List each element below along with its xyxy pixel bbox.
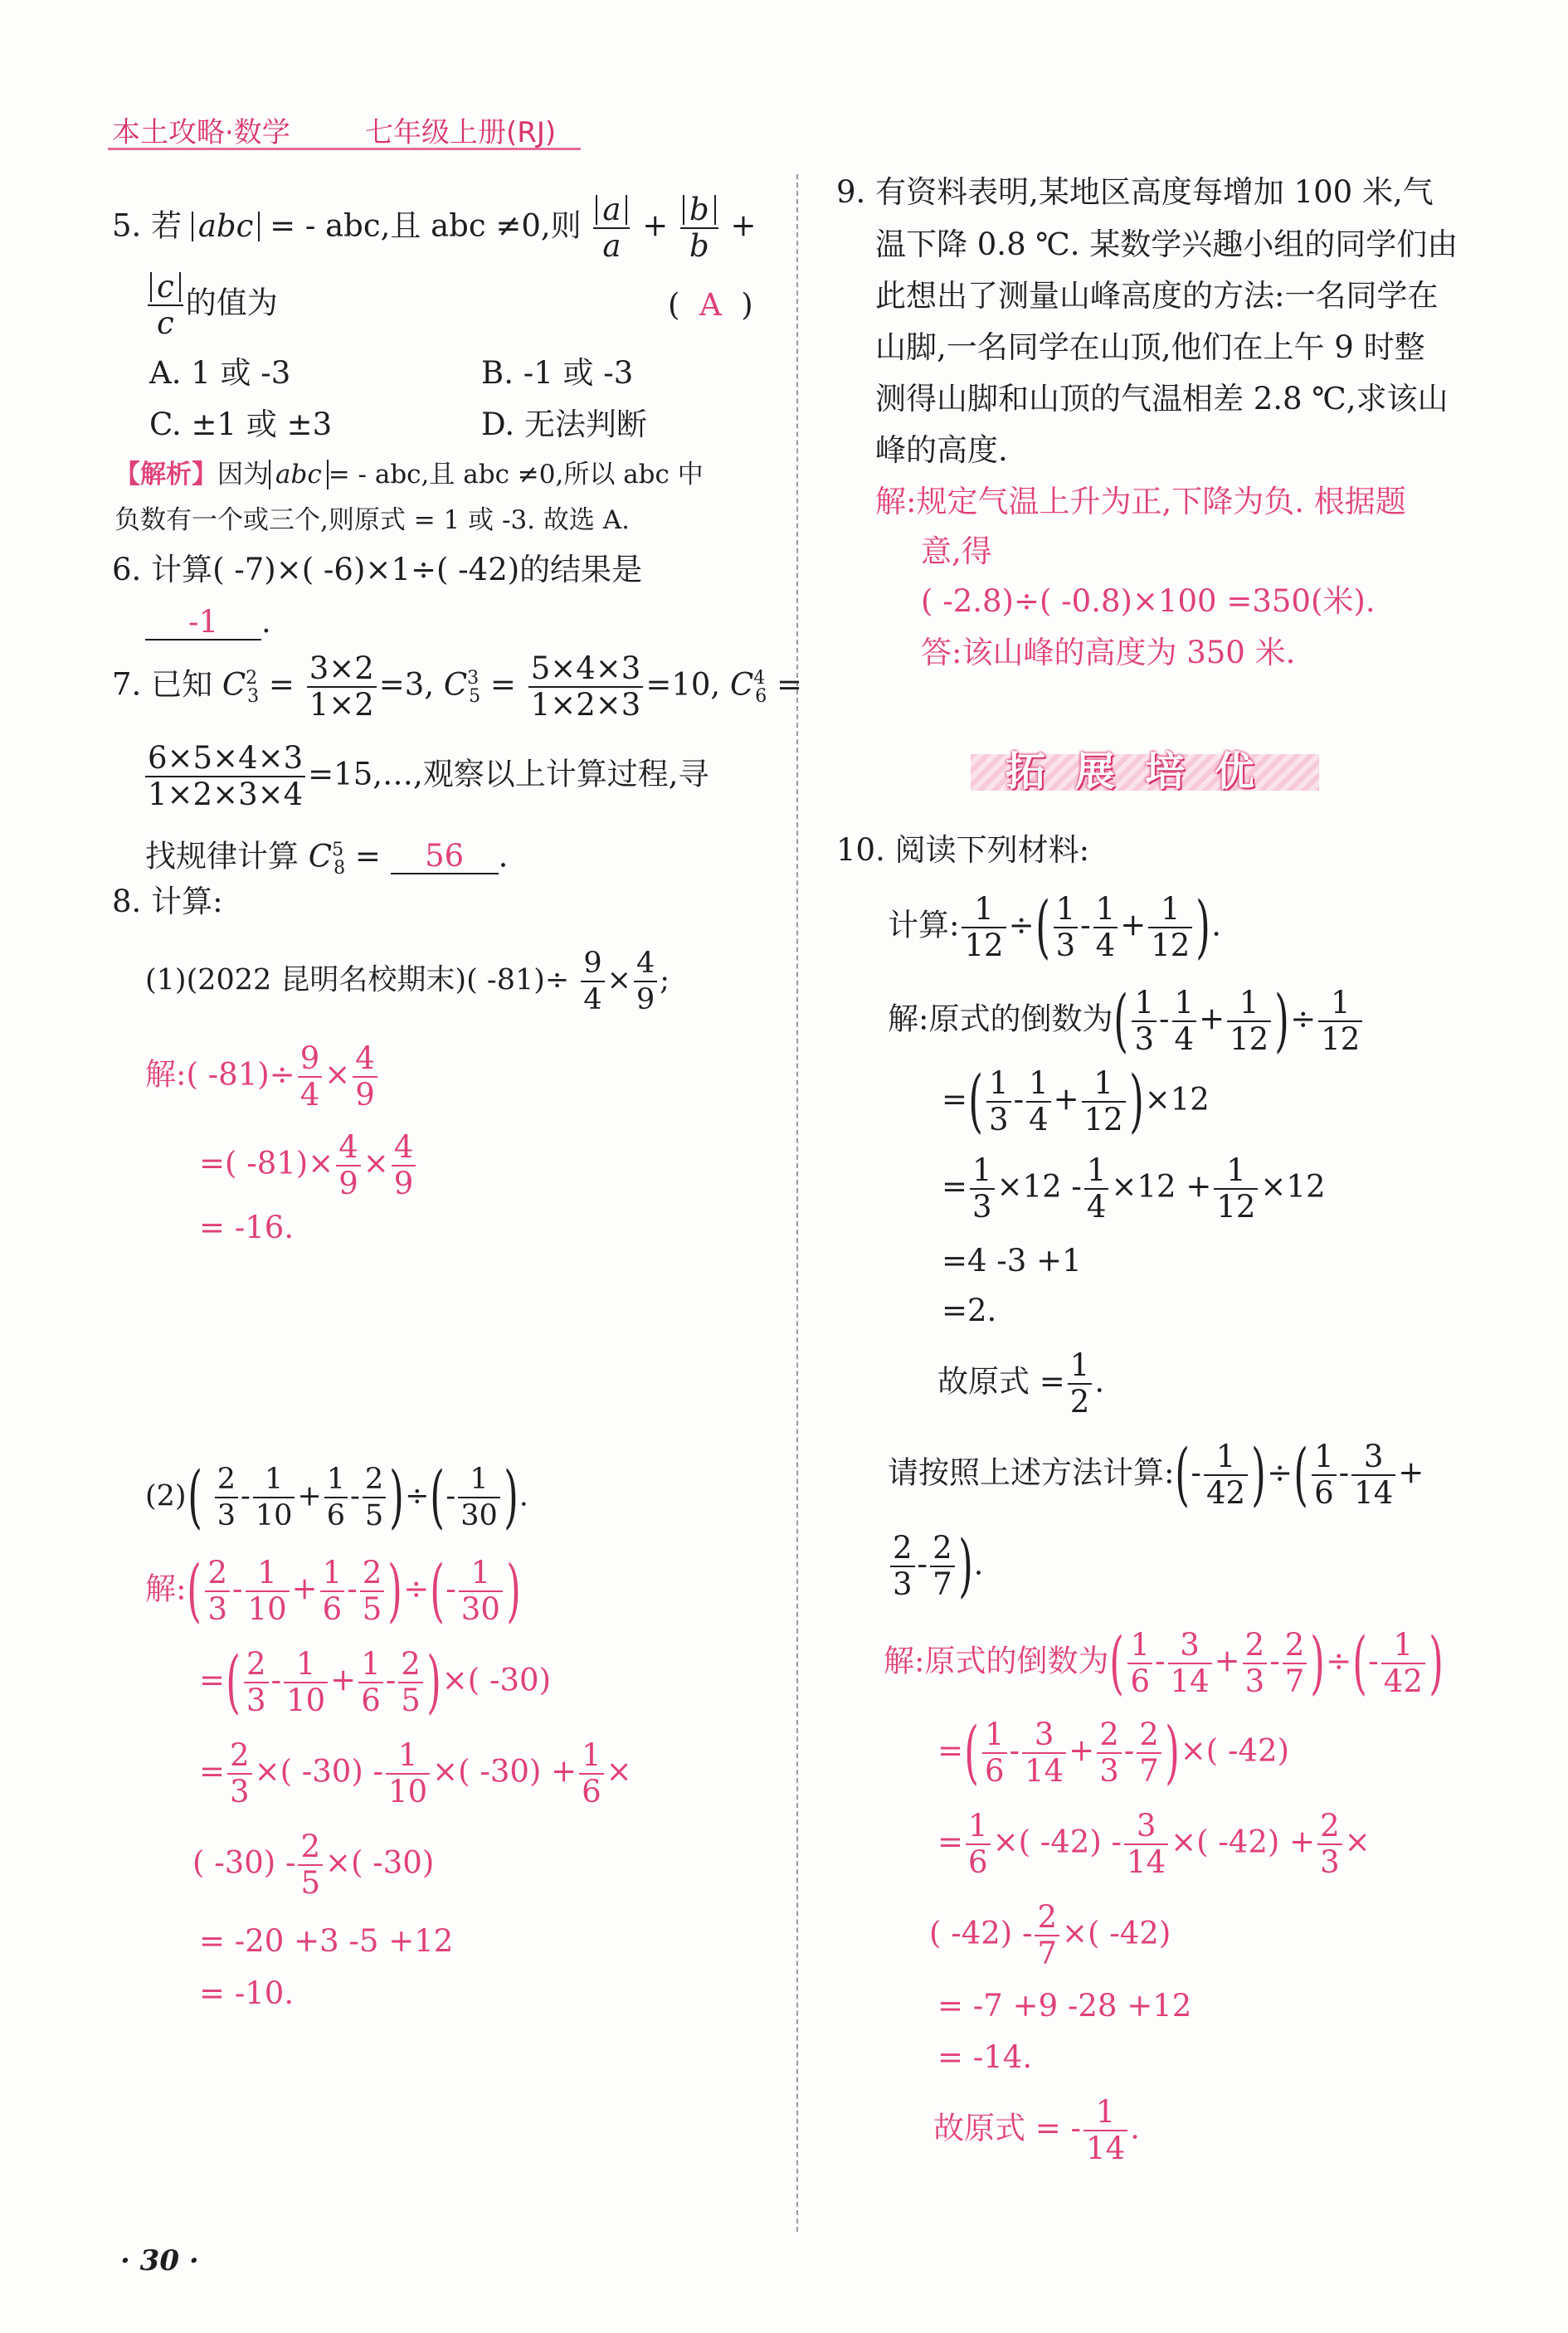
q8-title: 8. 计算:	[112, 884, 223, 919]
q6-answer-line: -1 .	[145, 602, 271, 643]
q10-solution-line4: ( -42) - $\frac{2}{7}$ ×( -42)	[929, 1899, 1171, 1971]
q9-solution-line3: ( -2.8)÷( -0.8)×100 =350(米).	[921, 583, 1376, 619]
q8-part2-solution-line4: ( -30) - $\frac{2}{5}$ ×( -30)	[192, 1829, 435, 1901]
q5-option-c: C. ±1 或 ±3	[149, 407, 333, 442]
q5-line1: 5. 若 abc = - abc,且 abc ≠0,则 $\frac{a}{a}$ + $\frac{b}{b}$ +	[112, 192, 757, 264]
q8-part2-question: (2)( $\frac{2}{3}$ - $\frac{1}{10}$ + $\frac{1}{6}$ - $\frac{2}{5}$ )÷(- $\frac{1}{30}$ ).	[145, 1458, 528, 1537]
q8-part2-solution-line1: 解:( $\frac{2}{3}$ - $\frac{1}{10}$ + $\frac{1}{6}$ - $\frac{2}{5}$ )÷(- $\frac{1}{30}$ )	[145, 1551, 521, 1630]
q8-part1-solution-line1: 解:( -81)÷ $\frac{9}{4}$ × $\frac{4}{9}$	[145, 1041, 380, 1113]
q10-task-line2: $\frac{2}{3}$ - $\frac{2}{7}$ ).	[888, 1531, 983, 1602]
q5-analysis-line2: 负数有一个或三个,则原式 = 1 或 -3. 故选 A.	[114, 505, 630, 535]
q5-analysis-line1: 【解析】因为 abc = - abc,且 abc ≠0,所以 abc 中	[114, 460, 704, 489]
q5-option-b: B. -1 或 -3	[481, 355, 634, 391]
header-underline	[108, 148, 581, 150]
q10-material-line2: =( $\frac{1}{3}$ - $\frac{1}{4}$ + $\frac{1}{12}$ )×12	[942, 1062, 1210, 1141]
q10-material-line5: =2.	[942, 1293, 997, 1328]
q9-line6: 峰的高度.	[875, 432, 1008, 468]
page-number: · 30 ·	[120, 2244, 199, 2277]
q10-material-line1: 解:原式的倒数为( $\frac{1}{3}$ - $\frac{1}{4}$ + $\frac{1}{12}$ )÷ $\frac{1}{12}$	[888, 986, 1365, 1057]
q6-question: 6. 计算( -7)×( -6)×1÷( -42)的结果是	[112, 552, 643, 587]
q5-option-d: D. 无法判断	[481, 407, 647, 442]
q9-line5: 测得山脚和山顶的气温相差 2.8 ℃,求该山	[875, 381, 1449, 416]
q10-solution-line3: = $\frac{1}{6}$ ×( -42) - $\frac{3}{14}$ ×( -42) + $\frac{2}{3}$ ×	[937, 1808, 1371, 1880]
q8-part2-solution-line2: =( $\frac{2}{3}$ - $\frac{1}{10}$ + $\frac{1}{6}$ - $\frac{2}{5}$ )×( -30)	[199, 1643, 552, 1722]
q9-line3: 此想出了测量山峰高度的方法:一名同学在	[875, 278, 1439, 314]
q10-solution-line2: =( $\frac{1}{6}$ - $\frac{3}{14}$ + $\frac{2}{3}$ - $\frac{2}{7}$ )×( -42)	[937, 1713, 1290, 1792]
q10-material-question: 计算: $\frac{1}{12}$ ÷( $\frac{1}{3}$ - $\frac{1}{4}$ + $\frac{1}{12}$ ).	[888, 888, 1222, 967]
header-book-title: 本土攻略·数学	[112, 116, 290, 149]
q9-solution-line1: 解:规定气温上升为正,下降为负. 根据题	[875, 484, 1406, 519]
section-banner	[971, 743, 1319, 801]
column-divider	[796, 174, 798, 2232]
q8-part2-solution-line3: = $\frac{2}{3}$ ×( -30) - $\frac{1}{10}$ ×( -30) + $\frac{1}{6}$ ×	[199, 1737, 632, 1809]
q5-option-a: A. 1 或 -3	[149, 355, 291, 391]
q9-line4: 山脚,一名同学在山顶,他们在上午 9 时整	[875, 329, 1425, 365]
q9-line2: 温下降 0.8 ℃. 某数学兴趣小组的同学们由	[875, 226, 1458, 262]
q7-line2: $\frac{6\times 5\times 4\times 3}{1\times 2\times 3\times 4}$ =15,…,观察以上计算过程,寻	[143, 741, 709, 812]
q9-solution-line2: 意,得	[921, 533, 992, 569]
q10-solution-line1: 解:原式的倒数为( $\frac{1}{6}$ - $\frac{3}{14}$ + $\frac{2}{3}$ - $\frac{2}{7}$ )÷(- $\frac{1}{42}$ )	[884, 1624, 1444, 1702]
q10-solution-line7: 故原式 = - $\frac{1}{14}$ .	[933, 2094, 1140, 2166]
q9-solution-line4: 答:该山峰的高度为 350 米.	[921, 635, 1296, 670]
q6-answer-blank: -1	[145, 606, 261, 640]
q10-title: 10. 阅读下列材料:	[836, 832, 1090, 868]
q10-material-line4: =4 -3 +1	[942, 1243, 1082, 1279]
q10-solution-line5: = -7 +9 -28 +12	[937, 1988, 1192, 2024]
q5-answer: ( A )	[668, 287, 753, 323]
q7-line1: 7. 已知 $C^2_3$ = $\frac{3\times 2}{1\times 2}$ =3, $C^3_5$ = $\frac{5\times 4\times 3}{1\times 2\times 3}$ =10, $C^4_6$ =	[112, 650, 803, 723]
q10-material-line3: = $\frac{1}{3}$ ×12 - $\frac{1}{4}$ ×12 + $\frac{1}{12}$ ×12	[942, 1152, 1326, 1225]
q9-line1: 9. 有资料表明,某地区高度每增加 100 米,气	[836, 174, 1434, 210]
banner-title: 拓展培优	[1005, 748, 1284, 795]
q10-material-line6: 故原式 = $\frac{1}{2}$ .	[937, 1347, 1105, 1420]
q5-line2: $\frac{c}{c}$ 的值为	[145, 270, 278, 341]
q10-task-line1: 请按照上述方法计算:(- $\frac{1}{42}$ )÷( $\frac{1}{6}$ - $\frac{3}{14}$ +	[888, 1435, 1424, 1514]
q10-solution-line6: = -14.	[937, 2039, 1033, 2075]
q7-line3: 找规律计算 $C^5_8 = 56$ .	[145, 838, 509, 879]
header-grade: 七年级上册(RJ)	[365, 116, 557, 149]
q8-part1-solution-line3: = -16.	[199, 1210, 295, 1245]
q8-part2-solution-line6: = -10.	[199, 1975, 295, 2011]
q8-part1-solution-line2: =( -81)× $\frac{4}{9}$ × $\frac{4}{9}$	[199, 1130, 418, 1201]
q8-part2-solution-line5: = -20 +3 -5 +12	[199, 1923, 454, 1959]
q7-answer-blank: 56	[391, 840, 499, 874]
q8-part1-question: (1)(2022 昆明名校期末)( -81)÷ $\frac{9}{4}$ × $\frac{4}{9}$ ;	[145, 947, 670, 1016]
